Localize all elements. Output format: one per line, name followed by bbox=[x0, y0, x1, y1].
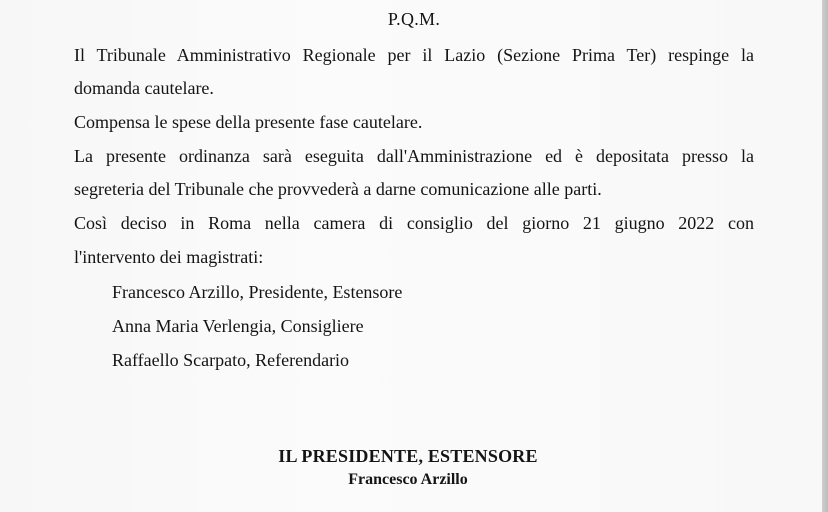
magistrate-entry: Anna Maria Verlengia, Consigliere bbox=[112, 316, 364, 336]
body-line: segreteria del Tribunale che provvederà a darne comunicazione alle parti. bbox=[74, 179, 602, 199]
body-line: Compensa le spese della presente fase cautelare. bbox=[74, 112, 423, 132]
page-edge-shadow bbox=[822, 0, 828, 512]
body-line: La presente ordinanza sarà eseguita dall'Amministrazione ed è depositata presso la bbox=[74, 146, 754, 166]
magistrate-entry: Francesco Arzillo, Presidente, Estensore bbox=[112, 282, 403, 302]
body-line: Così deciso in Roma nella camera di consiglio del giorno 21 giugno 2022 con bbox=[74, 213, 754, 233]
body-line: Il Tribunale Amministrativo Regionale per il Lazio (Sezione Prima Ter) respinge la bbox=[74, 45, 754, 65]
body-line: l'intervento dei magistrati: bbox=[74, 247, 264, 267]
magistrate-entry: Raffaello Scarpato, Referendario bbox=[112, 350, 350, 370]
document-heading: P.Q.M. bbox=[387, 9, 441, 29]
body-line: domanda cautelare. bbox=[74, 78, 214, 98]
signature-name: Francesco Arzillo bbox=[348, 471, 468, 488]
signature-title: IL PRESIDENTE, ESTENSORE bbox=[278, 446, 538, 466]
